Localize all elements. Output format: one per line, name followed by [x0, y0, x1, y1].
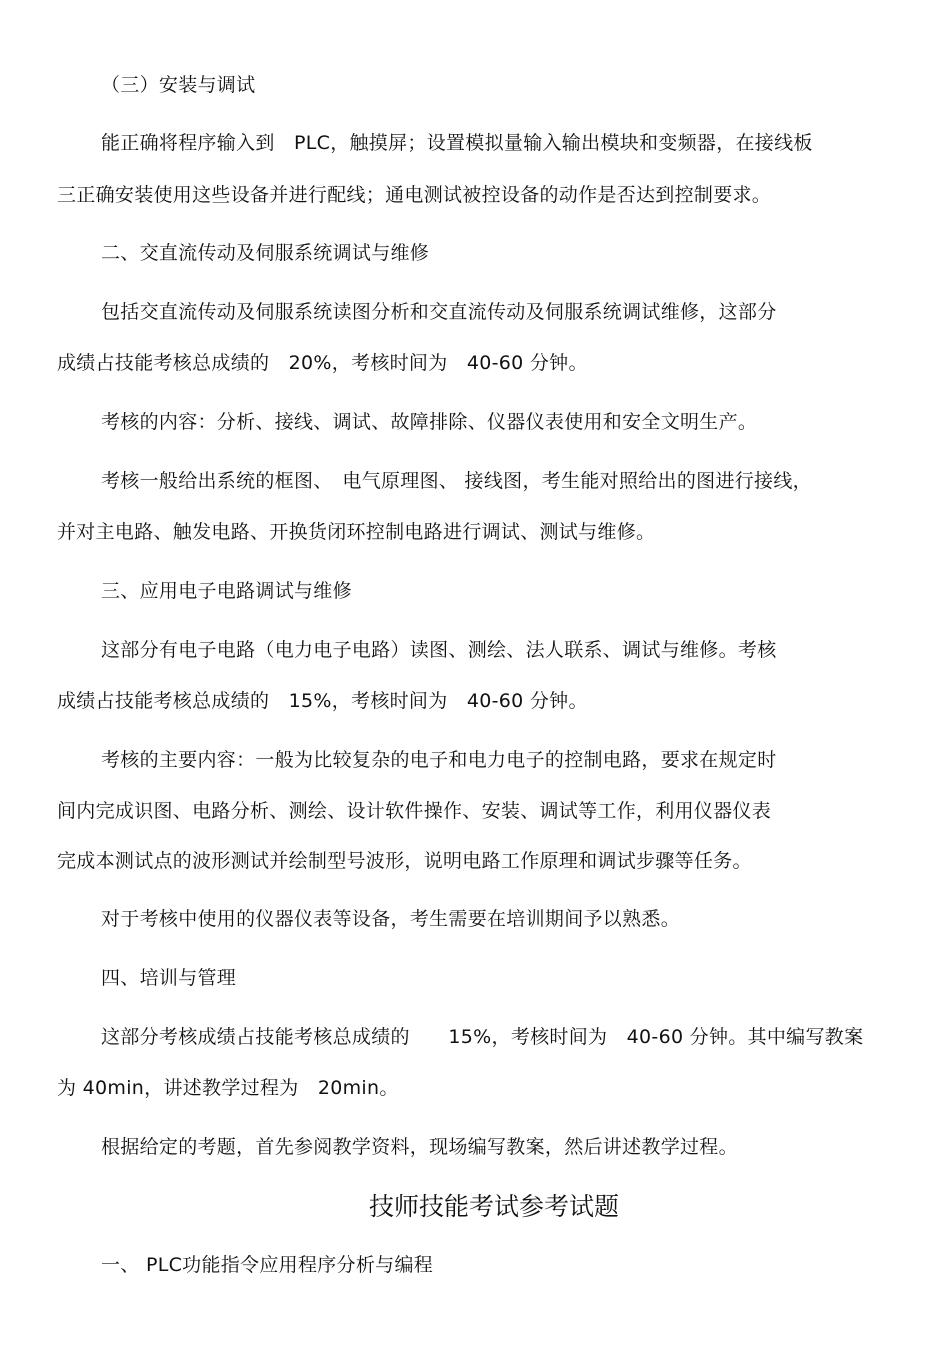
paragraph-line: 成绩占技能考核总成绩的 20%，考核时间为 40-60 分钟。	[57, 352, 588, 374]
paragraph-line: 间内完成识图、电路分析、测绘、设计软件操作、安装、调试等工作，利用仪器仪表	[57, 800, 772, 822]
paragraph-line: 并对主电路、触发电路、开换货闭环控制电路进行调试、测试与维修。	[57, 521, 656, 543]
paragraph-line: 考核的主要内容：一般为比较复杂的电子和电力电子的控制电路，要求在规定时	[101, 749, 777, 771]
paragraph-line: 为 40min，讲述教学过程为 20min。	[57, 1077, 399, 1099]
subsection-heading-installation: （三）安装与调试	[101, 74, 256, 96]
paragraph-line: 考核一般给出系统的框图、 电气原理图、 接线图，考生能对照给出的图进行接线，	[101, 470, 812, 492]
paragraph-line: 考核的内容：分析、接线、调试、故障排除、仪器仪表使用和安全文明生产。	[101, 411, 758, 433]
subsection-heading-plc: 一、 PLC功能指令应用程序分析与编程	[101, 1254, 434, 1276]
section-heading-electronic-circuit: 三、应用电子电路调试与维修	[101, 580, 352, 602]
section-heading-training: 四、培训与管理	[101, 967, 237, 989]
paragraph-line: 成绩占技能考核总成绩的 15%，考核时间为 40-60 分钟。	[57, 690, 588, 712]
paragraph-line: 能正确将程序输入到 PLC，触摸屏；设置模拟量输入输出模块和变频器，在接线板	[101, 132, 813, 154]
paragraph-line: 完成本测试点的波形测试并绘制型号波形，说明电路工作原理和调试步骤等任务。	[57, 850, 752, 872]
paragraph-line: 这部分有电子电路（电力电子电路）读图、测绘、法人联系、调试与维修。考核	[101, 639, 777, 661]
section-title: 技师技能考试参考试题	[368, 1192, 619, 1221]
paragraph-line: 三正确安装使用这些设备并进行配线；通电测试被控设备的动作是否达到控制要求。	[57, 184, 772, 206]
paragraph-line: 对于考核中使用的仪器仪表等设备，考生需要在培训期间予以熟悉。	[101, 908, 681, 930]
paragraph-line: 根据给定的考题，首先参阅教学资料，现场编写教案，然后讲述教学过程。	[101, 1136, 738, 1158]
paragraph-line: 包括交直流传动及伺服系统读图分析和交直流传动及伺服系统调试维修，这部分	[101, 301, 777, 323]
paragraph-line: 这部分考核成绩占技能考核总成绩的 15%，考核时间为 40-60 分钟。其中编写教案	[101, 1026, 864, 1048]
section-heading-drive-servo: 二、交直流传动及伺服系统调试与维修	[101, 242, 430, 264]
